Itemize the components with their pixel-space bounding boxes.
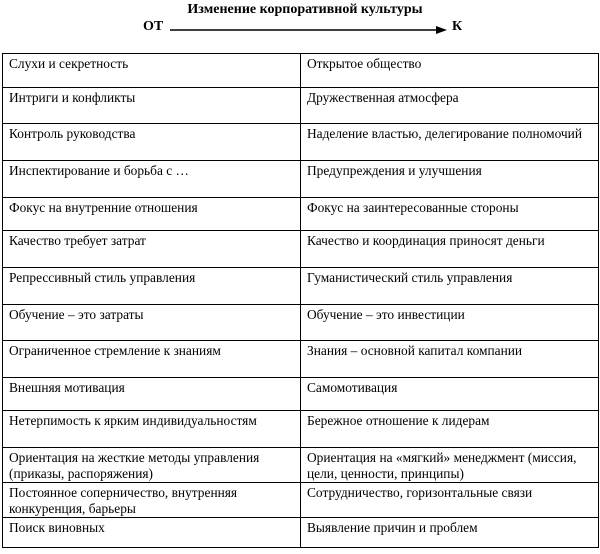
to-cell: Гуманистический стиль управления (301, 268, 599, 305)
table-row (3, 231, 599, 268)
from-cell: Нетерпимость к ярким индивидуальностям (3, 411, 301, 448)
to-cell: Бережное отношение к лидерам (301, 411, 599, 448)
table-row (3, 483, 599, 518)
from-cell: Инспектирование и борьба с … (3, 161, 301, 198)
to-cell: Дружественная атмосфера (301, 88, 599, 124)
table-row (3, 124, 599, 161)
from-cell: Постоянное соперничество, внутренняя конкуренция, барьеры (3, 483, 301, 518)
to-cell: Открытое общество (301, 54, 599, 88)
to-cell: Обучение – это инвестиции (301, 305, 599, 341)
from-label: ОТ (143, 19, 164, 34)
from-cell: Поиск виновных (3, 518, 301, 548)
table-row (3, 411, 599, 448)
from-cell: Фокус на внутренние отношения (3, 198, 301, 231)
to-cell: Фокус на заинтересованные стороны (301, 198, 599, 231)
from-cell: Ориентация на жесткие методы управления (приказы, распоряжения) (3, 448, 301, 483)
from-cell: Обучение – это затраты (3, 305, 301, 341)
from-cell: Слухи и секретность (3, 54, 301, 88)
from-cell: Ограниченное стремление к знаниям (3, 341, 301, 378)
right-arrow-icon (170, 24, 447, 36)
page-title: Изменение корпоративной культуры (187, 2, 423, 17)
to-cell: Качество и координация приносят деньги (301, 231, 599, 268)
table-row (3, 518, 599, 548)
from-cell: Внешняя мотивация (3, 378, 301, 411)
table-row (3, 378, 599, 411)
table-row (3, 54, 599, 88)
to-label: К (452, 19, 463, 34)
to-cell: Выявление причин и проблем (301, 518, 599, 548)
table-row (3, 88, 599, 124)
from-cell: Интриги и конфликты (3, 88, 301, 124)
table-row (3, 305, 599, 341)
table-row (3, 268, 599, 305)
table-row (3, 198, 599, 231)
from-cell: Качество требует затрат (3, 231, 301, 268)
from-cell: Контроль руководства (3, 124, 301, 161)
to-cell: Ориентация на «мягкий» менеджмент (миссия, цели, ценности, принципы) (301, 448, 599, 483)
to-cell: Наделение властью, делегирование полномочий (301, 124, 599, 161)
from-cell: Репрессивный стиль управления (3, 268, 301, 305)
table-row (3, 161, 599, 198)
to-cell: Знания – основной капитал компании (301, 341, 599, 378)
to-cell: Предупреждения и улучшения (301, 161, 599, 198)
to-cell: Самомотивация (301, 378, 599, 411)
to-cell: Сотрудничество, горизонтальные связи (301, 483, 599, 518)
table-row (3, 448, 599, 483)
culture-change-table (2, 53, 599, 548)
table-row (3, 341, 599, 378)
